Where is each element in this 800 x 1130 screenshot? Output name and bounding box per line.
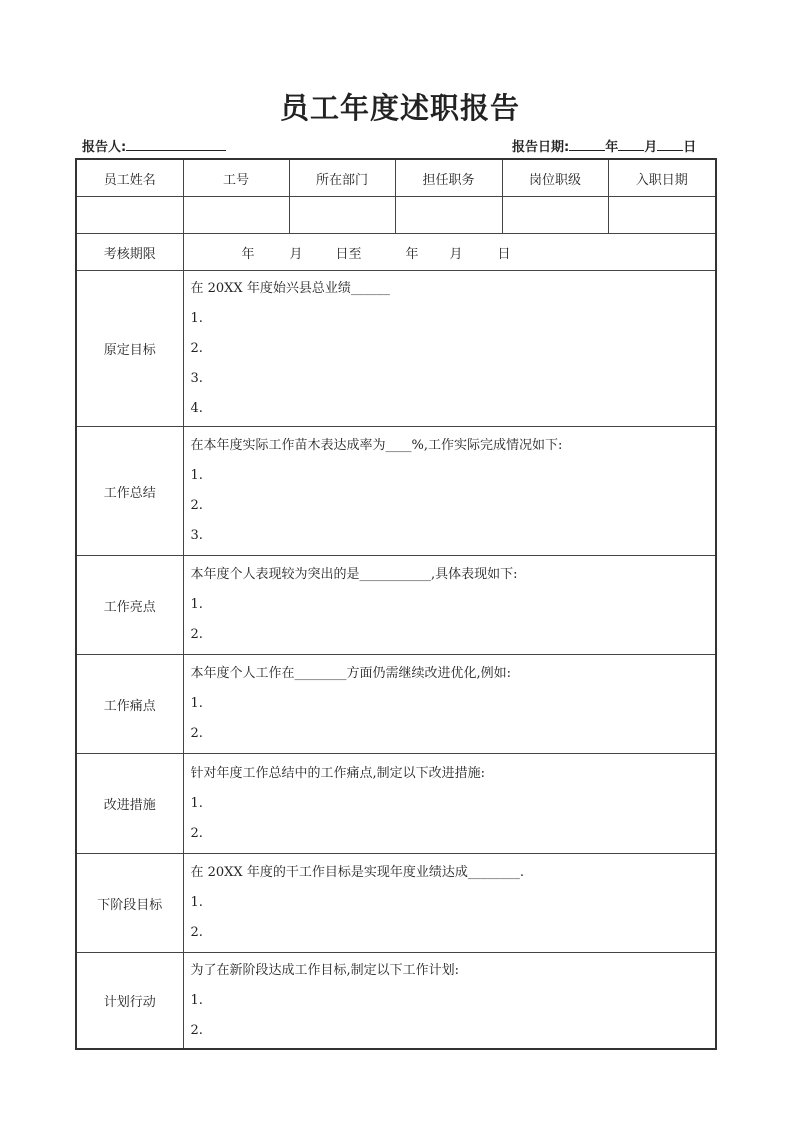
section-intro: 本年度个人表现较为突出的是___________,具体表现如下: xyxy=(190,567,518,582)
page-title: 员工年度述职报告 xyxy=(279,91,520,125)
section-content[interactable] xyxy=(183,754,716,854)
assessment-period-value[interactable] xyxy=(183,234,716,271)
list-item: 2. xyxy=(190,825,203,841)
reporter-field xyxy=(82,136,226,155)
report-form-table xyxy=(75,158,717,1050)
period-month-2: 月 xyxy=(449,246,463,262)
section-intro: 针对年度工作总结中的工作痛点,制定以下改进措施: xyxy=(190,765,486,781)
employee-info-row xyxy=(76,197,716,234)
section-intro: 在 20XX 年度的干工作目标是实现年度业绩达成________. xyxy=(190,865,524,880)
list-item: 1. xyxy=(190,468,203,483)
section-intro: 在 20XX 年度始兴县总业绩______ xyxy=(190,280,390,296)
employee-id-cell[interactable] xyxy=(183,197,289,234)
section-label: 下阶段目标 xyxy=(76,854,183,953)
section-label: 原定目标 xyxy=(76,271,183,427)
report-date-label: 报告日期: xyxy=(512,140,570,155)
list-item: 2. xyxy=(190,498,203,513)
report-date-year-label: 年 xyxy=(605,140,619,155)
section-original-goals xyxy=(76,271,716,427)
report-date-month-blank[interactable] xyxy=(618,138,644,151)
job-grade-cell[interactable] xyxy=(502,197,608,234)
reporter-blank[interactable] xyxy=(126,138,226,151)
section-content[interactable] xyxy=(183,271,716,427)
list-item: 2. xyxy=(190,1022,203,1038)
assessment-period-label: 考核期限 xyxy=(76,234,183,271)
section-content[interactable] xyxy=(183,854,716,953)
section-next-stage-goals xyxy=(76,854,716,953)
reporter-label: 报告人: xyxy=(82,140,127,155)
list-item: 3. xyxy=(190,370,203,386)
header-position: 担任职务 xyxy=(395,159,502,197)
report-date-day-blank[interactable] xyxy=(657,138,683,151)
list-item: 1. xyxy=(190,597,203,612)
period-day-2: 日 xyxy=(497,246,511,262)
section-intro: 本年度个人工作在________方面仍需继续改进优化,例如: xyxy=(190,666,512,681)
list-item: 1. xyxy=(190,895,203,910)
section-content[interactable] xyxy=(183,556,716,655)
section-label: 工作亮点 xyxy=(76,556,183,655)
list-item: 2. xyxy=(190,627,203,642)
section-improvement-measures xyxy=(76,754,716,854)
list-item: 1. xyxy=(190,310,203,326)
hire-date-cell[interactable] xyxy=(608,197,716,234)
header-employee-name: 员工姓名 xyxy=(76,159,183,197)
header-employee-id: 工号 xyxy=(183,159,289,197)
employee-name-cell[interactable] xyxy=(76,197,183,234)
section-intro: 在本年度实际工作苗木表达成率为____%,工作实际完成情况如下: xyxy=(190,438,563,453)
header-department: 所在部门 xyxy=(289,159,395,197)
list-item: 3. xyxy=(190,528,203,543)
section-label: 改进措施 xyxy=(76,754,183,854)
report-date-month-label: 月 xyxy=(644,140,658,155)
report-date-field xyxy=(512,136,696,155)
section-label: 工作痛点 xyxy=(76,655,183,754)
section-work-pain-points xyxy=(76,655,716,754)
list-item: 1. xyxy=(190,696,203,711)
section-label: 工作总结 xyxy=(76,427,183,556)
period-year-1: 年 xyxy=(241,246,255,262)
list-item: 1. xyxy=(190,795,203,811)
list-item: 2. xyxy=(190,726,203,741)
section-work-highlights xyxy=(76,556,716,655)
period-year-2: 年 xyxy=(405,246,419,262)
period-day-to: 日至 xyxy=(335,246,362,262)
section-label: 计划行动 xyxy=(76,953,183,1050)
header-job-grade: 岗位职级 xyxy=(502,159,608,197)
position-cell[interactable] xyxy=(395,197,502,234)
section-content[interactable] xyxy=(183,655,716,754)
section-intro: 为了在新阶段达成工作目标,制定以下工作计划: xyxy=(190,962,460,978)
header-row xyxy=(76,159,716,197)
report-date-year-blank[interactable] xyxy=(569,138,605,151)
list-item: 1. xyxy=(190,992,203,1008)
section-action-plan xyxy=(76,953,716,1050)
section-content[interactable] xyxy=(183,953,716,1050)
header-hire-date: 入职日期 xyxy=(608,159,716,197)
list-item: 2. xyxy=(190,340,203,356)
section-content[interactable] xyxy=(183,427,716,556)
period-month-1: 月 xyxy=(289,246,303,262)
list-item: 2. xyxy=(190,925,203,940)
assessment-period-row xyxy=(76,234,716,271)
department-cell[interactable] xyxy=(289,197,395,234)
report-date-day-label: 日 xyxy=(683,140,697,155)
list-item: 4. xyxy=(190,400,203,416)
section-work-summary xyxy=(76,427,716,556)
